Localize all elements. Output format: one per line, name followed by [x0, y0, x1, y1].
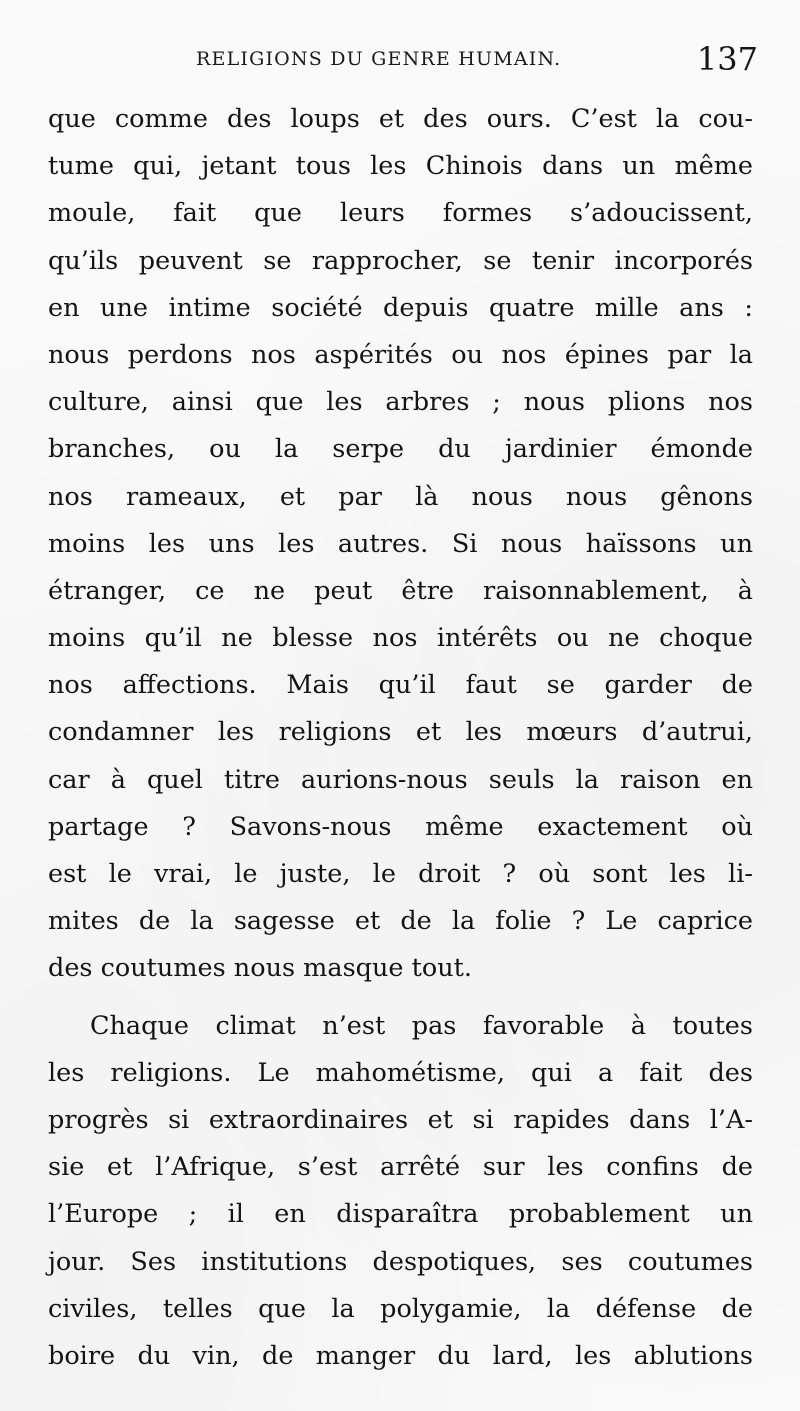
text-line: boire du vin, de manger du lard, les ablutions	[48, 1340, 753, 1371]
text-line: que comme des loups et des ours. C’est la cou-	[48, 104, 753, 134]
page-number: 137	[696, 40, 758, 78]
text-line: est le vrai, le juste, le droit ? où sont les li-	[48, 859, 753, 889]
body-text	[48, 96, 753, 1380]
text-line: nous perdons nos aspérités ou nos épines par la	[48, 339, 753, 370]
paragraph-1	[48, 96, 753, 993]
text-line: partage ? Savons-nous même exactement où	[48, 811, 753, 842]
text-line: moins qu’il ne blesse nos intérêts ou ne choque	[48, 623, 753, 654]
text-line: des coutumes nous masque tout.	[48, 953, 472, 984]
text-line: Chaque climat n’est pas favorable à toutes	[90, 1010, 753, 1041]
text-line: progrès si extraordinaires et si rapides dans l’A-	[48, 1104, 753, 1135]
text-line: mites de la sagesse et de la folie ? Le caprice	[48, 906, 753, 937]
text-line: car à quel titre aurions-nous seuls la raison en	[48, 764, 753, 795]
paragraph-gap	[48, 993, 753, 1003]
text-line: l’Europe ; il en disparaîtra probablement un	[48, 1199, 753, 1230]
paragraph-2	[48, 1003, 753, 1381]
text-line: moins les uns les autres. Si nous haïssons un	[48, 528, 753, 559]
running-head	[48, 40, 758, 90]
running-title: RELIGIONS DU GENRE HUMAIN.	[196, 48, 562, 70]
text-line: tume qui, jetant tous les Chinois dans un même	[48, 151, 753, 182]
text-line: nos rameaux, et par là nous nous gênons	[48, 481, 753, 512]
text-line: condamner les religions et les mœurs d’autrui,	[48, 717, 753, 748]
text-line: branches, ou la serpe du jardinier émonde	[48, 434, 753, 465]
text-line: civiles, telles que la polygamie, la défense de	[48, 1293, 753, 1324]
text-line: sie et l’Afrique, s’est arrêté sur les confins de	[48, 1152, 753, 1183]
text-line: qu’ils peuvent se rapprocher, se tenir incorporés	[48, 245, 753, 276]
text-line: étranger, ce ne peut être raisonnablement, à	[48, 575, 753, 606]
text-line: nos affections. Mais qu’il faut se garder de	[48, 670, 753, 701]
text-line: en une intime société depuis quatre mille ans :	[48, 292, 753, 323]
text-line: culture, ainsi que les arbres ; nous plions nos	[48, 387, 753, 418]
text-line: moule, fait que leurs formes s’adoucissent,	[48, 198, 753, 229]
text-line: jour. Ses institutions despotiques, ses coutumes	[48, 1246, 753, 1277]
text-line: les religions. Le mahométisme, qui a fait des	[48, 1057, 753, 1088]
